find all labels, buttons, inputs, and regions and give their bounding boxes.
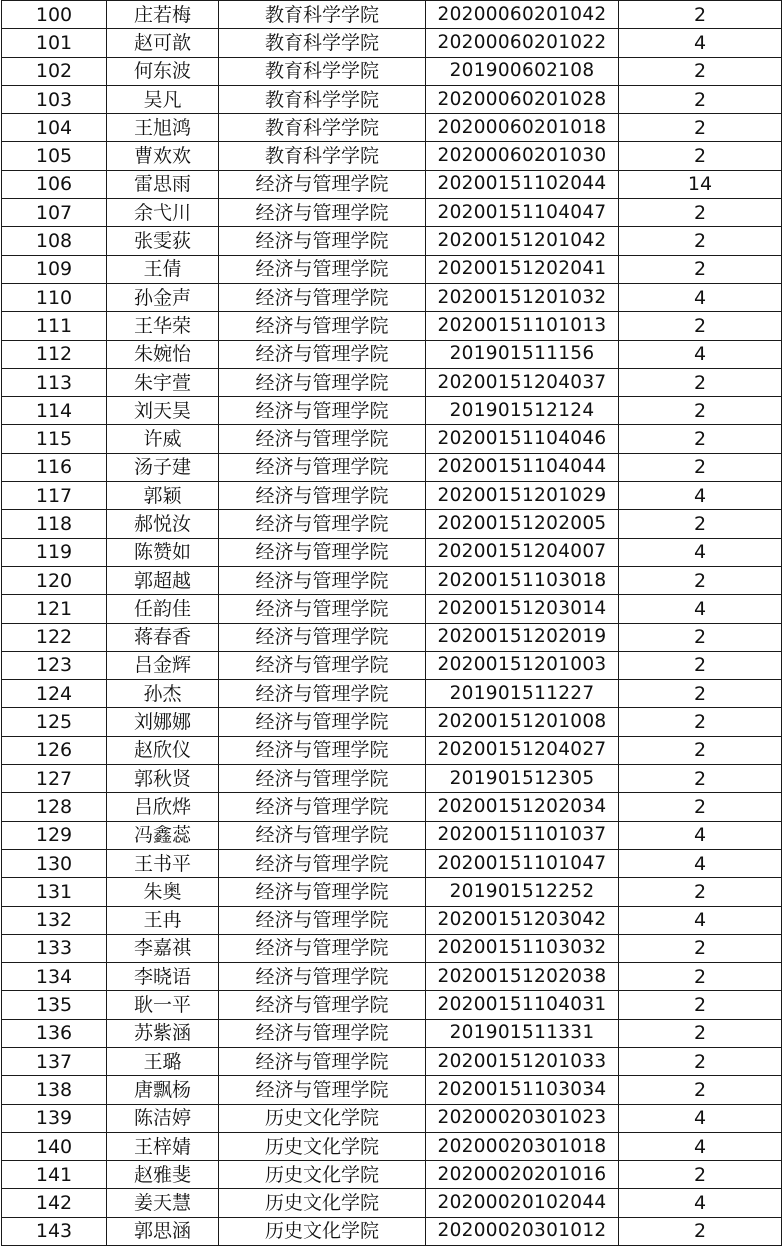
count-cell: 2	[619, 623, 782, 651]
student-name-cell: 朱宇萱	[107, 368, 219, 396]
student-id-cell: 20200020301012	[426, 1217, 619, 1245]
student-name-cell: 蒋春香	[107, 623, 219, 651]
row-number-cell: 136	[2, 1019, 107, 1047]
count-cell: 2	[619, 425, 782, 453]
row-number-cell: 142	[2, 1189, 107, 1217]
college-cell: 历史文化学院	[219, 1217, 426, 1245]
student-name-cell: 王璐	[107, 1047, 219, 1075]
student-id-cell: 20200020201016	[426, 1161, 619, 1189]
count-cell: 2	[619, 765, 782, 793]
table-row	[2, 538, 782, 566]
college-cell: 历史文化学院	[219, 1161, 426, 1189]
college-cell: 经济与管理学院	[219, 765, 426, 793]
student-id-cell: 20200151201033	[426, 1047, 619, 1075]
table-row	[2, 1161, 782, 1189]
student-id-cell: 20200151103018	[426, 566, 619, 594]
student-name-cell: 赵欣仪	[107, 736, 219, 764]
student-name-cell: 冯鑫蕊	[107, 821, 219, 849]
college-cell: 经济与管理学院	[219, 425, 426, 453]
count-cell: 2	[619, 1076, 782, 1104]
college-cell: 经济与管理学院	[219, 368, 426, 396]
count-cell: 2	[619, 1161, 782, 1189]
count-cell: 2	[619, 227, 782, 255]
student-name-cell: 赵雅斐	[107, 1161, 219, 1189]
table-row	[2, 651, 782, 679]
table-row	[2, 821, 782, 849]
table-row	[2, 1104, 782, 1132]
college-cell: 经济与管理学院	[219, 821, 426, 849]
college-cell: 教育科学学院	[219, 29, 426, 57]
count-cell: 2	[619, 114, 782, 142]
table-row	[2, 170, 782, 198]
student-id-cell: 20200020102044	[426, 1189, 619, 1217]
table-row	[2, 85, 782, 113]
row-number-cell: 109	[2, 255, 107, 283]
college-cell: 教育科学学院	[219, 114, 426, 142]
student-name-cell: 曹欢欢	[107, 142, 219, 170]
row-number-cell: 115	[2, 425, 107, 453]
student-id-cell: 20200151104046	[426, 425, 619, 453]
college-cell: 历史文化学院	[219, 1132, 426, 1160]
row-number-cell: 130	[2, 849, 107, 877]
count-cell: 4	[619, 29, 782, 57]
count-cell: 2	[619, 368, 782, 396]
college-cell: 教育科学学院	[219, 142, 426, 170]
student-id-cell: 20200060201022	[426, 29, 619, 57]
college-cell: 经济与管理学院	[219, 538, 426, 566]
student-id-cell: 20200151201008	[426, 708, 619, 736]
student-id-cell: 20200151204037	[426, 368, 619, 396]
student-name-cell: 郝悦汝	[107, 510, 219, 538]
count-cell: 2	[619, 680, 782, 708]
table-row	[2, 510, 782, 538]
college-cell: 经济与管理学院	[219, 1019, 426, 1047]
table-row	[2, 906, 782, 934]
table-row	[2, 425, 782, 453]
row-number-cell: 139	[2, 1104, 107, 1132]
college-cell: 历史文化学院	[219, 1104, 426, 1132]
student-id-cell: 201901512305	[426, 765, 619, 793]
count-cell: 4	[619, 906, 782, 934]
table-row	[2, 793, 782, 821]
student-id-cell: 201901511331	[426, 1019, 619, 1047]
college-cell: 经济与管理学院	[219, 510, 426, 538]
table-row	[2, 1189, 782, 1217]
row-number-cell: 129	[2, 821, 107, 849]
student-name-cell: 孙杰	[107, 680, 219, 708]
college-cell: 经济与管理学院	[219, 595, 426, 623]
table-row	[2, 878, 782, 906]
student-name-cell: 王旭鸿	[107, 114, 219, 142]
college-cell: 经济与管理学院	[219, 255, 426, 283]
college-cell: 经济与管理学院	[219, 934, 426, 962]
row-number-cell: 122	[2, 623, 107, 651]
row-number-cell: 110	[2, 283, 107, 311]
table-row	[2, 1132, 782, 1160]
table-row	[2, 283, 782, 311]
count-cell: 4	[619, 1104, 782, 1132]
student-name-cell: 赵可歆	[107, 29, 219, 57]
count-cell: 2	[619, 199, 782, 227]
count-cell: 2	[619, 878, 782, 906]
student-id-cell: 20200151203014	[426, 595, 619, 623]
count-cell: 4	[619, 340, 782, 368]
student-id-cell: 20200151104031	[426, 991, 619, 1019]
student-name-cell: 吕欣烨	[107, 793, 219, 821]
row-number-cell: 127	[2, 765, 107, 793]
row-number-cell: 120	[2, 566, 107, 594]
row-number-cell: 108	[2, 227, 107, 255]
row-number-cell: 123	[2, 651, 107, 679]
student-id-cell: 201900602108	[426, 57, 619, 85]
college-cell: 经济与管理学院	[219, 623, 426, 651]
table-row	[2, 566, 782, 594]
student-id-cell: 20200151202005	[426, 510, 619, 538]
college-cell: 经济与管理学院	[219, 906, 426, 934]
table-row	[2, 199, 782, 227]
row-number-cell: 137	[2, 1047, 107, 1075]
college-cell: 经济与管理学院	[219, 991, 426, 1019]
count-cell: 2	[619, 85, 782, 113]
row-number-cell: 117	[2, 482, 107, 510]
count-cell: 4	[619, 482, 782, 510]
count-cell: 2	[619, 991, 782, 1019]
student-name-cell: 刘天昊	[107, 397, 219, 425]
college-cell: 经济与管理学院	[219, 736, 426, 764]
table-row	[2, 397, 782, 425]
table-row	[2, 453, 782, 481]
college-cell: 经济与管理学院	[219, 482, 426, 510]
count-cell: 4	[619, 595, 782, 623]
student-name-cell: 任韵佳	[107, 595, 219, 623]
student-name-cell: 陈洁婷	[107, 1104, 219, 1132]
student-name-cell: 朱奥	[107, 878, 219, 906]
student-name-cell: 吴凡	[107, 85, 219, 113]
row-number-cell: 111	[2, 312, 107, 340]
student-id-cell: 20200151202041	[426, 255, 619, 283]
count-cell: 2	[619, 1019, 782, 1047]
student-id-cell: 20200151204007	[426, 538, 619, 566]
row-number-cell: 135	[2, 991, 107, 1019]
table-body	[2, 1, 782, 1246]
count-cell: 2	[619, 1047, 782, 1075]
student-name-cell: 唐飘杨	[107, 1076, 219, 1104]
table-row	[2, 1019, 782, 1047]
student-name-cell: 王书平	[107, 849, 219, 877]
row-number-cell: 138	[2, 1076, 107, 1104]
row-number-cell: 128	[2, 793, 107, 821]
count-cell: 2	[619, 963, 782, 991]
student-id-cell: 20200151103034	[426, 1076, 619, 1104]
table-row	[2, 57, 782, 85]
student-id-cell: 20200151201003	[426, 651, 619, 679]
count-cell: 4	[619, 849, 782, 877]
student-name-cell: 苏紫涵	[107, 1019, 219, 1047]
count-cell: 2	[619, 312, 782, 340]
student-name-cell: 王华荣	[107, 312, 219, 340]
student-id-cell: 20200151202034	[426, 793, 619, 821]
row-number-cell: 118	[2, 510, 107, 538]
student-name-cell: 李嘉祺	[107, 934, 219, 962]
student-name-cell: 郭秋贤	[107, 765, 219, 793]
college-cell: 经济与管理学院	[219, 283, 426, 311]
student-id-cell: 20200151104047	[426, 199, 619, 227]
student-name-cell: 汤子建	[107, 453, 219, 481]
student-name-cell: 郭颖	[107, 482, 219, 510]
student-id-cell: 201901511156	[426, 340, 619, 368]
table-row	[2, 1, 782, 29]
row-number-cell: 104	[2, 114, 107, 142]
student-name-cell: 朱婉怡	[107, 340, 219, 368]
row-number-cell: 114	[2, 397, 107, 425]
count-cell: 2	[619, 255, 782, 283]
college-cell: 经济与管理学院	[219, 793, 426, 821]
table-row	[2, 680, 782, 708]
student-list-table	[1, 0, 782, 1246]
student-id-cell: 20200060201018	[426, 114, 619, 142]
count-cell: 2	[619, 142, 782, 170]
row-number-cell: 132	[2, 906, 107, 934]
student-name-cell: 刘娜娜	[107, 708, 219, 736]
student-name-cell: 郭超越	[107, 566, 219, 594]
count-cell: 2	[619, 1, 782, 29]
row-number-cell: 140	[2, 1132, 107, 1160]
student-name-cell: 王梓婧	[107, 1132, 219, 1160]
student-name-cell: 王倩	[107, 255, 219, 283]
count-cell: 2	[619, 934, 782, 962]
table-row	[2, 255, 782, 283]
row-number-cell: 107	[2, 199, 107, 227]
college-cell: 经济与管理学院	[219, 340, 426, 368]
college-cell: 经济与管理学院	[219, 227, 426, 255]
count-cell: 2	[619, 708, 782, 736]
row-number-cell: 106	[2, 170, 107, 198]
student-id-cell: 20200151104044	[426, 453, 619, 481]
table-row	[2, 340, 782, 368]
college-cell: 经济与管理学院	[219, 1076, 426, 1104]
table-row	[2, 1076, 782, 1104]
college-cell: 经济与管理学院	[219, 170, 426, 198]
college-cell: 教育科学学院	[219, 1, 426, 29]
student-name-cell: 许威	[107, 425, 219, 453]
row-number-cell: 143	[2, 1217, 107, 1245]
college-cell: 经济与管理学院	[219, 651, 426, 679]
count-cell: 2	[619, 397, 782, 425]
student-id-cell: 201901512124	[426, 397, 619, 425]
student-name-cell: 余弋川	[107, 199, 219, 227]
table-row	[2, 368, 782, 396]
student-name-cell: 耿一平	[107, 991, 219, 1019]
student-id-cell: 20200151101013	[426, 312, 619, 340]
table-row	[2, 963, 782, 991]
table-row	[2, 29, 782, 57]
student-id-cell: 20200020301023	[426, 1104, 619, 1132]
student-name-cell: 郭思涵	[107, 1217, 219, 1245]
student-id-cell: 20200151201042	[426, 227, 619, 255]
count-cell: 2	[619, 736, 782, 764]
student-name-cell: 雷思雨	[107, 170, 219, 198]
college-cell: 经济与管理学院	[219, 1047, 426, 1075]
college-cell: 经济与管理学院	[219, 963, 426, 991]
row-number-cell: 112	[2, 340, 107, 368]
table-row	[2, 142, 782, 170]
row-number-cell: 102	[2, 57, 107, 85]
table-row	[2, 595, 782, 623]
student-id-cell: 20200060201030	[426, 142, 619, 170]
table-row	[2, 623, 782, 651]
student-name-cell: 张雯荻	[107, 227, 219, 255]
row-number-cell: 113	[2, 368, 107, 396]
table-row	[2, 1217, 782, 1245]
row-number-cell: 131	[2, 878, 107, 906]
student-id-cell: 20200060201042	[426, 1, 619, 29]
row-number-cell: 119	[2, 538, 107, 566]
student-id-cell: 20200151103032	[426, 934, 619, 962]
student-id-cell: 20200151101047	[426, 849, 619, 877]
student-name-cell: 王冉	[107, 906, 219, 934]
college-cell: 历史文化学院	[219, 1189, 426, 1217]
count-cell: 2	[619, 1217, 782, 1245]
count-cell: 4	[619, 283, 782, 311]
student-id-cell: 20200151201029	[426, 482, 619, 510]
student-id-cell: 20200151102044	[426, 170, 619, 198]
row-number-cell: 124	[2, 680, 107, 708]
row-number-cell: 133	[2, 934, 107, 962]
table-row	[2, 227, 782, 255]
student-name-cell: 陈赞如	[107, 538, 219, 566]
row-number-cell: 105	[2, 142, 107, 170]
count-cell: 2	[619, 57, 782, 85]
row-number-cell: 141	[2, 1161, 107, 1189]
table-row	[2, 708, 782, 736]
count-cell: 4	[619, 1132, 782, 1160]
student-id-cell: 20200151202038	[426, 963, 619, 991]
count-cell: 4	[619, 538, 782, 566]
student-name-cell: 姜天慧	[107, 1189, 219, 1217]
student-id-cell: 20200151101037	[426, 821, 619, 849]
student-name-cell: 李晓语	[107, 963, 219, 991]
count-cell: 2	[619, 651, 782, 679]
table-row	[2, 934, 782, 962]
row-number-cell: 125	[2, 708, 107, 736]
row-number-cell: 126	[2, 736, 107, 764]
table-row	[2, 765, 782, 793]
student-id-cell: 20200151203042	[426, 906, 619, 934]
table-row	[2, 114, 782, 142]
table-row	[2, 736, 782, 764]
college-cell: 经济与管理学院	[219, 397, 426, 425]
row-number-cell: 101	[2, 29, 107, 57]
count-cell: 2	[619, 510, 782, 538]
student-id-cell: 20200020301018	[426, 1132, 619, 1160]
student-name-cell: 吕金辉	[107, 651, 219, 679]
row-number-cell: 121	[2, 595, 107, 623]
college-cell: 经济与管理学院	[219, 849, 426, 877]
count-cell: 4	[619, 1189, 782, 1217]
college-cell: 经济与管理学院	[219, 566, 426, 594]
table-row	[2, 849, 782, 877]
college-cell: 经济与管理学院	[219, 878, 426, 906]
student-id-cell: 20200151204027	[426, 736, 619, 764]
count-cell: 2	[619, 793, 782, 821]
row-number-cell: 100	[2, 1, 107, 29]
student-id-cell: 20200151201032	[426, 283, 619, 311]
row-number-cell: 103	[2, 85, 107, 113]
row-number-cell: 116	[2, 453, 107, 481]
student-id-cell: 201901512252	[426, 878, 619, 906]
student-id-cell: 201901511227	[426, 680, 619, 708]
count-cell: 2	[619, 453, 782, 481]
student-name-cell: 何东波	[107, 57, 219, 85]
count-cell: 2	[619, 566, 782, 594]
table-row	[2, 991, 782, 1019]
college-cell: 教育科学学院	[219, 85, 426, 113]
student-id-cell: 20200060201028	[426, 85, 619, 113]
college-cell: 经济与管理学院	[219, 312, 426, 340]
student-id-cell: 20200151202019	[426, 623, 619, 651]
college-cell: 经济与管理学院	[219, 199, 426, 227]
count-cell: 14	[619, 170, 782, 198]
count-cell: 4	[619, 821, 782, 849]
table-row	[2, 1047, 782, 1075]
college-cell: 教育科学学院	[219, 57, 426, 85]
college-cell: 经济与管理学院	[219, 680, 426, 708]
student-name-cell: 孙金声	[107, 283, 219, 311]
college-cell: 经济与管理学院	[219, 708, 426, 736]
table-row	[2, 482, 782, 510]
row-number-cell: 134	[2, 963, 107, 991]
table-row	[2, 312, 782, 340]
college-cell: 经济与管理学院	[219, 453, 426, 481]
student-name-cell: 庄若梅	[107, 1, 219, 29]
